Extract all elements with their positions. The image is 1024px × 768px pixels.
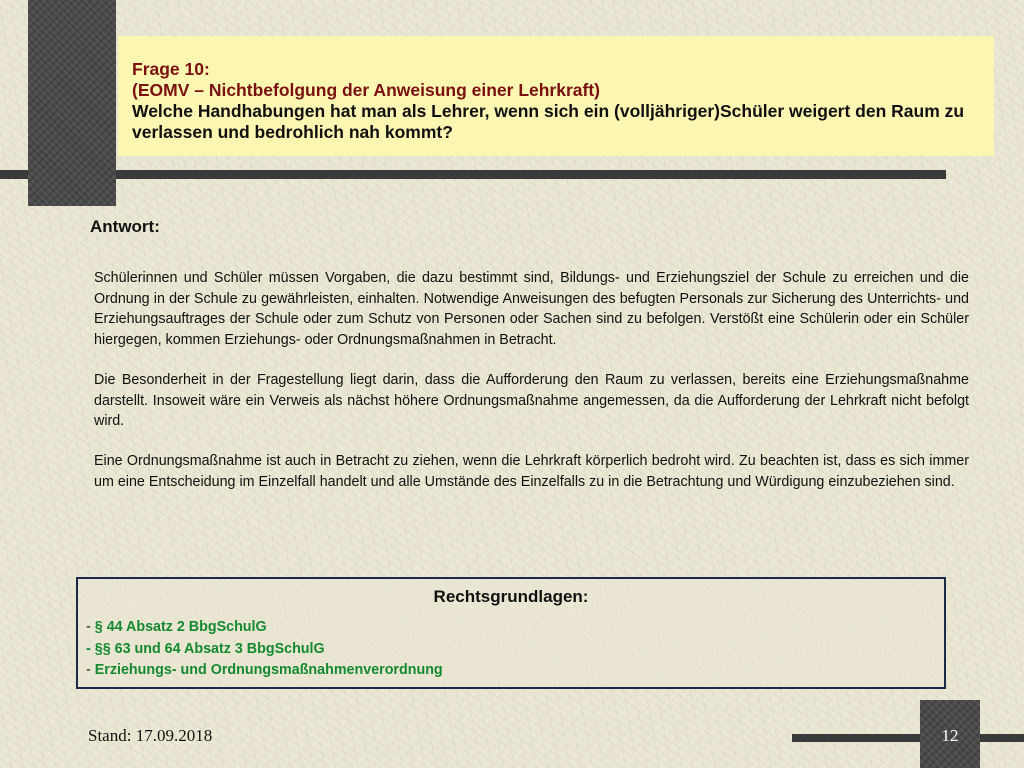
legal-basis-text: Erziehungs- und Ordnungsmaßnahmenverordnung (94, 662, 443, 678)
question-subtitle: (EOMV – Nichtbefolgung der Anweisung einer Lehrkraft) (132, 80, 601, 100)
legal-basis-item (86, 660, 443, 682)
decorative-bar-bottom-right (980, 734, 1024, 742)
question-box (118, 36, 994, 156)
question-text: Welche Handhabungen hat man als Lehrer, wenn sich ein (volljähriger)Schüler weigert den Raum zu verlassen und bedrohlich nah kommt? (132, 101, 965, 142)
decorative-corner-block (28, 0, 116, 206)
question-title: Frage 10: (132, 59, 210, 79)
answer-paragraph: Die Besonderheit in der Fragestellung liegt darin, dass die Aufforderung den Raum zu verlassen, bereits eine Erziehungsmaßnahme darstellt. Insoweit wäre ein Verweis als nächst höhere Ordnungsmaßnahme angemessen, da die Aufforderung der Lehrkraft nicht befolgt wird. (94, 371, 969, 430)
footer-date: Stand: 17.09.2018 (88, 726, 213, 745)
legal-basis-item (86, 617, 443, 639)
answer-body (94, 268, 969, 511)
page-number: 12 (941, 726, 959, 745)
decorative-bar-bottom-left (792, 734, 920, 742)
list-dash: - (86, 619, 91, 635)
legal-basis-text: § 44 Absatz 2 BbgSchulG (94, 619, 267, 635)
legal-basis-list (86, 617, 443, 682)
decorative-bar-left (0, 170, 28, 179)
legal-basis-box (76, 577, 946, 689)
legal-basis-item (86, 639, 443, 661)
answer-paragraph: Schülerinnen und Schüler müssen Vorgaben, die dazu bestimmt sind, Bildungs- und Erziehungsziel der Schule zu erreichen und die Ordnung in der Schule zu gewährleisten, einhalten. Notwendige Anweisungen des befugten Personals zur Sicherung des Unterrichts- und Erziehungsauftrages der Schule oder zum Schutz von Personen oder Sachen sind zu befolgen. Verstößt eine Schülerin oder ein Schüler hiergegen, kommen Erziehungs- oder Ordnungsmaßnahmen in Betracht. (94, 270, 969, 349)
legal-basis-title: Rechtsgrundlagen: (433, 587, 589, 606)
answer-heading: Antwort: (90, 217, 160, 236)
decorative-bar-top (116, 170, 946, 179)
list-dash: - (86, 640, 91, 657)
legal-basis-text: §§ 63 und 64 Absatz 3 BbgSchulG (94, 640, 325, 657)
list-dash: - (86, 662, 91, 678)
answer-paragraph: Eine Ordnungsmaßnahme ist auch in Betracht zu ziehen, wenn die Lehrkraft körperlich bedroht wird. Zu beachten ist, dass es sich immer um eine Entscheidung im Einzelfall handelt und alle Umstände des Einzelfalls zu in die Betrachtung und Würdigung einzubeziehen sind. (94, 452, 969, 490)
